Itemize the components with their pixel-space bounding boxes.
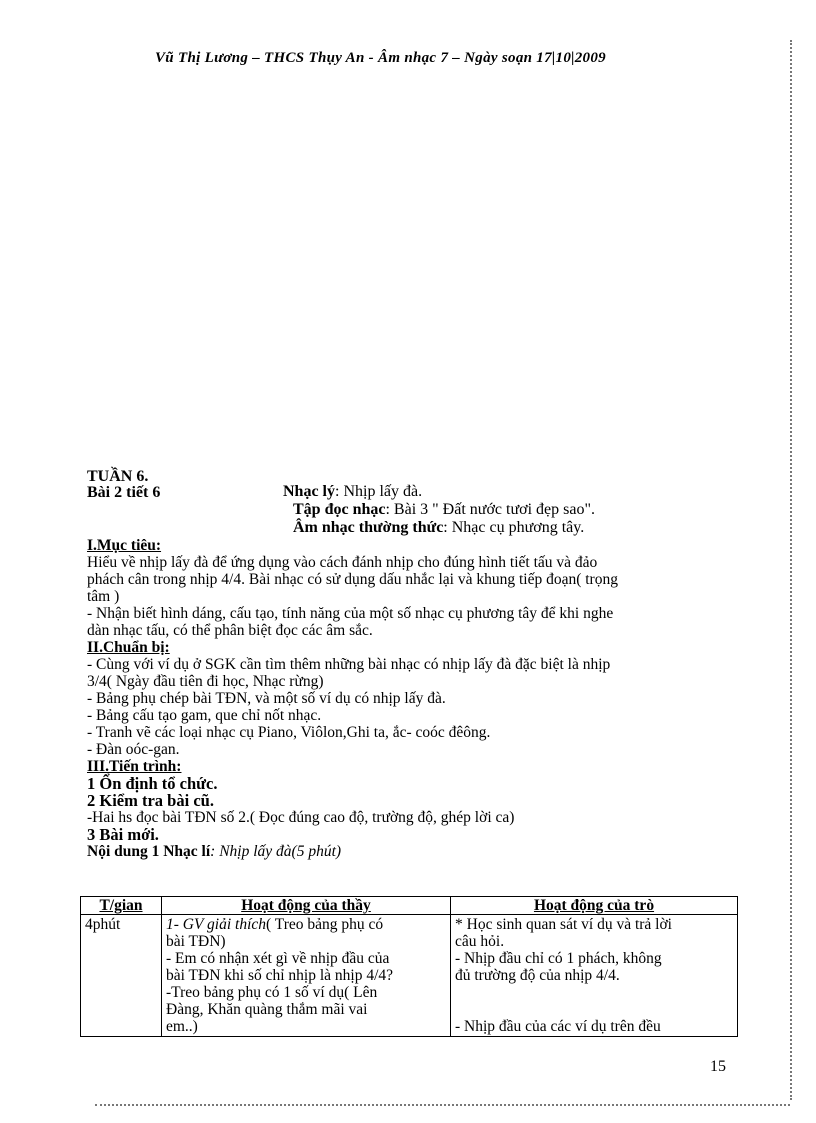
teacher-line: -Treo bảng phụ có 1 số ví dụ( Lên xyxy=(166,984,378,1001)
table-row xyxy=(81,915,738,1037)
text-line: - Nhận biết hình dáng, cấu tạo, tính năng của một số nhạc cụ phương tây để khi nghe xyxy=(87,605,614,622)
text-line: -Hai hs đọc bài TĐN số 2.( Đọc đúng cao độ, trường độ, ghép lời ca) xyxy=(87,809,515,826)
text-line: dàn nhạc tấu, có thể phân biệt đọc các âm sắc. xyxy=(87,622,373,639)
spacer xyxy=(455,1001,733,1018)
topic-text: : Nhạc cụ phương tây. xyxy=(443,519,585,536)
teacher-cell xyxy=(162,915,451,1037)
column-header: Hoạt động của trò xyxy=(451,897,738,915)
topic-music-appreciation xyxy=(293,519,584,537)
table-header-row xyxy=(81,897,738,915)
topic-label: Nhạc lý xyxy=(283,483,335,500)
topic-text: : Nhịp lấy đà. xyxy=(335,483,423,500)
text-line: Hiểu về nhịp lấy đà để ứng dụng vào cách đánh nhịp cho đúng hình tiết tấu và đảo xyxy=(87,554,598,571)
page-border-bottom xyxy=(95,1104,790,1106)
section-title-process: III.Tiến trình: xyxy=(87,758,182,775)
text-line: tâm ) xyxy=(87,588,120,605)
teacher-line: em..) xyxy=(166,1018,198,1035)
spacer xyxy=(455,984,733,1001)
content-label: Nội dung 1 Nhạc lí xyxy=(87,843,211,860)
section-title-objectives: I.Mục tiêu: xyxy=(87,537,162,554)
week-label: TUẦN 6. xyxy=(87,468,149,485)
column-header: T/gian xyxy=(81,897,162,915)
page-number: 15 xyxy=(710,1058,726,1075)
step-heading: 3 Bài mới. xyxy=(87,825,159,844)
teacher-line: bài TĐN) xyxy=(166,933,226,950)
step-heading: 1 Ổn định tổ chức. xyxy=(87,774,218,793)
student-line: câu hỏi. xyxy=(455,933,505,950)
student-line: * Học sinh quan sát ví dụ và trả lời xyxy=(455,916,672,933)
student-line: - Nhịp đầu chỉ có 1 phách, không xyxy=(455,950,662,967)
activity-table xyxy=(80,896,738,1037)
teacher-line: bài TĐN khi số chỉ nhịp là nhịp 4/4? xyxy=(166,967,394,984)
topic-label: Âm nhạc thường thức xyxy=(293,519,444,536)
text-line: 3/4( Ngày đầu tiên đi học, Nhạc rừng) xyxy=(87,673,324,690)
content-text: : Nhịp lấy đà(5 phút) xyxy=(210,843,342,860)
teacher-line: Đàng, Khăn quàng thắm mãi vai xyxy=(166,1001,368,1018)
page-header: Vũ Thị Lương – THCS Thụy An - Âm nhạc 7 – Ngày soạn 17|10|2009 xyxy=(155,50,606,66)
topic-sight-reading xyxy=(293,501,595,519)
lesson-label: Bài 2 tiết 6 xyxy=(87,484,161,501)
step-heading: 2 Kiểm tra bài cũ. xyxy=(87,791,214,810)
time-cell: 4phút xyxy=(81,915,162,1037)
lesson-content xyxy=(87,537,727,860)
student-line: - Nhịp đầu của các ví dụ trên đều xyxy=(455,1018,661,1035)
text-line: - Tranh vẽ các loại nhạc cụ Piano, Viôlon,Ghi ta, ắc- coóc đêông. xyxy=(87,724,491,741)
text-line: - Đàn oóc-gan. xyxy=(87,741,180,758)
content-heading xyxy=(87,843,727,860)
column-header: Hoạt động của thầy xyxy=(162,897,451,915)
text-line: - Bảng phụ chép bài TĐN, và một số ví dụ có nhịp lấy đà. xyxy=(87,690,446,707)
text-line: - Bảng cấu tạo gam, que chỉ nốt nhạc. xyxy=(87,707,322,724)
text-line xyxy=(166,916,446,933)
teacher-lead: 1- GV giải thích xyxy=(166,916,267,933)
section-title-preparation: II.Chuẩn bị: xyxy=(87,639,170,656)
topic-label: Tập đọc nhạc xyxy=(293,501,386,518)
topic-text: : Bài 3 " Đất nước tươi đẹp sao". xyxy=(385,501,595,518)
teacher-line: - Em có nhận xét gì về nhịp đầu của xyxy=(166,950,390,967)
page-border-right xyxy=(790,40,792,1100)
teacher-line: ( Treo bảng phụ có xyxy=(266,916,384,933)
topic-music-theory xyxy=(283,483,422,501)
student-cell xyxy=(451,915,738,1037)
text-line: - Cùng với ví dụ ở SGK cần tìm thêm những bài nhạc có nhịp lấy đà đặc biệt là nhịp xyxy=(87,656,611,673)
student-line: đủ trường độ của nhịp 4/4. xyxy=(455,967,620,984)
text-line: phách cân trong nhịp 4/4. Bài nhạc có sử dụng dấu nhắc lại và khung tiếp đoạn( trọng xyxy=(87,571,618,588)
